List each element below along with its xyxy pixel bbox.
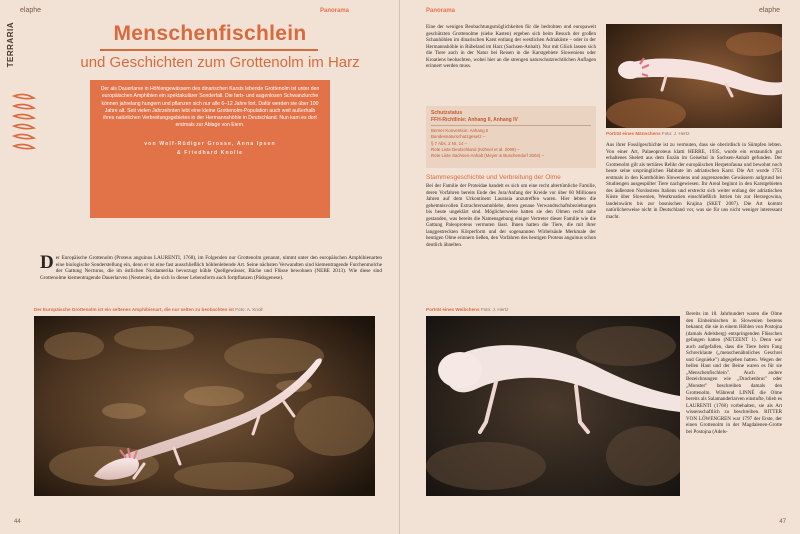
history-text: Bei der Familie der Proteidae handelt es sich um eine recht altertümliche Familie, deren Vorfahren bereits Ende des Jura/Anfang der Kreide vor über 60 Millionen Jahren auf dem Urkontinent Laurasia anzutreffen waren. Hier lebten die gehemnisvollen Extrachtersamnblebe, deren genaue Verwandtschaftsbeziehungen bis heute ungeklärt sind. Möglicherweise hatten sie den Olmen recht nahe gestanden, was bereits die Namensgebung einiger Vertreter dieser Familie wie die Gattung Paleoproteus vermuten lässt. Ihnen hatten die Tiere, die mit ihrer langgestreckten Körperform und der sogenannten Wirbelsäule Merkmale der heutigen Olme erinnern ließen, den Vorfahren des heutigen Proteus anguinus schon deutlich ähnelten. [426, 183, 596, 248]
photo2-caption-text: Porträt eines Männchens [606, 131, 661, 136]
photo3-credit: Foto: J. Hertz [480, 307, 509, 312]
photo1-caption [34, 307, 394, 312]
box-separator [431, 125, 591, 126]
photo2-credit: Foto: J. Hertz [661, 131, 690, 136]
article-title: Menschenfischlein [113, 22, 307, 45]
title-rule [100, 49, 318, 51]
article-subtitle: und Geschichten zum Grottenolm im Harz [80, 54, 360, 71]
olm-photo-male [606, 24, 782, 128]
folio-right: 47 [779, 519, 786, 525]
terraria-side-label: TERRARIA [6, 22, 15, 68]
photo2-caption [606, 131, 782, 136]
intro-column-text: Eine der wenigen Beobachtungsmöglichkeiten für die bedrohten und europaweit geschützten Grottenolme (siehe Kasten) ergeben sich beim Besuch der großen Schauhöhlen im dinarischen Karst entlang der westlichen Adriaküste – oder in der Hermannshöhle in Rübeland im Harz (Sachsen-Anhalt). Nur mit Glück lassen sich die Tiere auch in der Natur bei Reisen in die Karstgebiete Sloweniens oder Kroatiens beobachten, wobei hier an die strengen naturschutzrechtlichen Auflagen erinnert werden muss. [426, 24, 596, 70]
protection-status-box [426, 106, 596, 168]
box-line-3: § 7 Abs. 2 Nr. 14 – [431, 140, 468, 146]
authors-line-1: von Wolf-Rüdiger Grosse, Anna Ipsen [144, 140, 276, 147]
photo3-caption-text: Porträt eines Weibchens [426, 307, 480, 312]
name-history-text: Bereits im 18. Jahrhundert waren die Olme den Einheimischen in Slowenien bestens bekannt; die sie in einem Höhlen von Postojna (damals Adelsberg) entspringenden Flüsschen gefangen hatten (NETZENT 1). Denn war auch aufgefallen, dass die Tiere beim Fang Schrecklaute („menschenähnliches Geschrei und Gegnieke") abgegeben hatten. Wegen der hellen Haut und der Beine waren es für sie „Menschenfischlein". Auch andere Bezeichnungen wie „Drachenbrut" oder „Monster" beschreiben damals den Grottenolm. Während LINNÉ die Olme bereits als Salamanderlarven einstufte, blieb es LAURENTI (1768) vorbehalten, sie als Art wissenschaftlich zu beschreiben. RITTER VON LÖWENGREN war 1797 der Erste, der einen Grottenolm in der Magdalenen-Grotte bei Postojna (Adels- [686, 311, 782, 435]
intro-text: Der als Dauerlarve in Höhlengewässern des dinarischen Karsts lebende Grottenolm ist unter den europäischen Amphibien ein spektakulärer Sonderfall. Die farb- und augenlosen Schwanzlurche können jahrelang hungern und pflanzen sich nur alle 6–12 Jahre fort. Dafür werden sie über 100 Jahre alt. Seit vielen Jahrzehnten lebt eine kleine Grottenolm-Population auch weit außerhalb ihres natürlichen Verbreitungsgebietes in der Hermannshöhle in Deutschland. Nun kam es dort erstmals zur Ablage von Eiern. [100, 86, 320, 129]
photo1-caption-text: Der Europäische Grottenolm ist ein seltenes Amphibienart, die nur selten zu beobachten ist [34, 307, 234, 312]
box-line-2: Bundesnaturschutzgesetz – [431, 134, 486, 140]
authors-line-2: & Friedhard Knolle [176, 149, 244, 156]
photo1-credit: Foto: A. Knoll [235, 307, 263, 312]
folio-left: 44 [14, 519, 21, 525]
history-section [426, 174, 596, 248]
olm-photo-large [34, 316, 375, 496]
box-heading-2: FFH-Richtlinie: Anhang II, Anhang IV [431, 116, 518, 123]
section-tag-right: Panorama [426, 8, 456, 14]
drop-cap: D [40, 252, 54, 273]
photo3-caption [426, 307, 606, 312]
intro-box [90, 80, 330, 218]
olm-photo-female [426, 316, 680, 496]
section-heading: Stammesgeschichte und Verbreitung der Olme [426, 174, 561, 181]
brand-left: elaphe [20, 7, 42, 14]
box-line-4: Rote Liste Deutschland (Kühnel et al. 2009) – [431, 146, 520, 152]
section-tag-left: Panorama [320, 8, 350, 14]
lead-paragraph [40, 252, 382, 281]
box-heading-1: Schutzstatus [431, 110, 463, 116]
decorative-vertebrae-icon [10, 92, 38, 152]
box-line-5: Rote Liste Sachsen-Anhalt (Meyer & Buschendorf 2004) – [431, 153, 544, 159]
lead-text: er Europäische Grottenolm (Proteus anguinus LAURENTI, 1768), im Folgenden nur Grottenolm genannt, nimmt unter den europäischen Amphibienarten eine biologische Sonderstellung ein, denn er ist eine fast ausschließlich höhlenlebende Art. Seine nächsten Verwandten sind kiementragende Furchenmolche der Gattung Necturus, die im östlichen Nordamerika bevorzugt kühle Quellgewässer, Bäche und Flüsse bewohnen (NEBE 2013). Wie diese sind Grottenolme kiementragende Dauerlarven (Neotenie), die sich in dieser Lebensform auch fortpflanzen (Pädogenese). [40, 255, 382, 281]
authors [100, 140, 320, 158]
brand-right: elaphe [758, 7, 780, 14]
fossil-column-text: Aus ihrer Fossilgeschichte ist zu vermuten, dass sie oberirdisch in Sümpfen lebten. Von einer Art, Palaeoproteus klatti HERRE, 1935, wurde ein erstaunlich gut erhaltenes Skelett aus dem Eozän im Geiseltal in Sachsen-Anhalt gefunden. Der Grottenolm gilt als tertiäres Relikt der europäischen Herpetofauna und bewohnt noch heute seine ursprünglichen Habitate im adriatischen Karst. Die Art wurde 1751 erstmals in den Karsthöhlen Sloweniens und angrenzenden Gewässern aufgrund bei Studiengen ausgespülter Tiere nachgewiesen. Ihr Areal beginnt in den Karstgebieten des äußersten Nordostens Italiens und erstreckt sich weiter entlang der adriatischen Küste über Slowenien, Westkroatien einschließlich Istrien bis zur Herzegowina, landeinwärts bis zur bosnischen Krajina (SKET 2007). Die Art kommt natürlicherweise nicht in Deutschland vor, was sie für uns nicht weniger interessant macht. [606, 142, 782, 221]
box-line-1: Berner Konvention: Anhang II [431, 128, 489, 133]
right-page [400, 0, 800, 534]
